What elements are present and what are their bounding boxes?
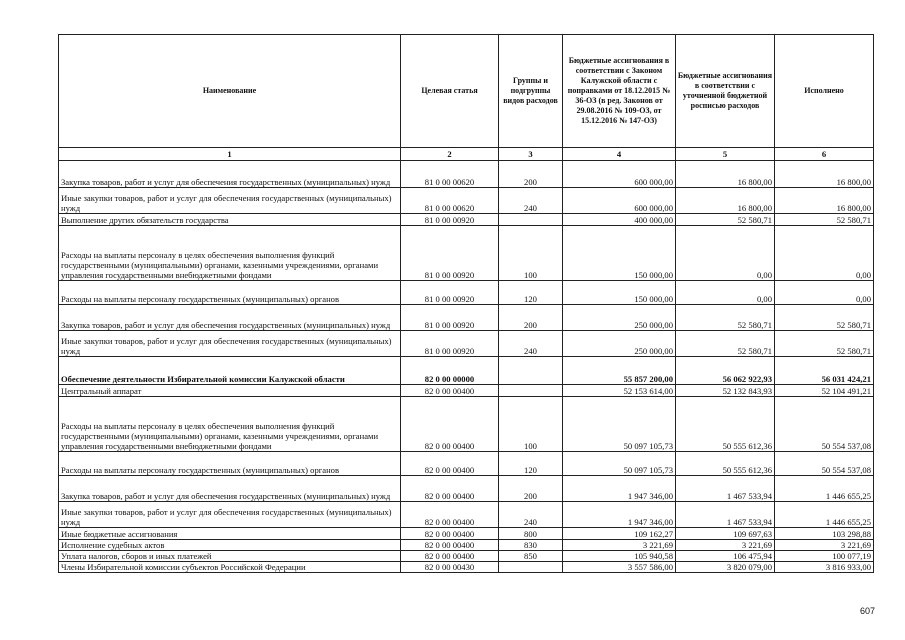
row-expense-group: 240 xyxy=(499,502,563,528)
row-target-code: 81 0 00 00620 xyxy=(401,161,499,188)
row-target-code: 82 0 00 00400 xyxy=(401,540,499,551)
table-row xyxy=(59,551,874,562)
row-target-code: 82 0 00 00400 xyxy=(401,502,499,528)
row-target-code: 82 0 00 00430 xyxy=(401,562,499,573)
row-expense-group: 100 xyxy=(499,226,563,281)
row-target-code: 81 0 00 00920 xyxy=(401,281,499,305)
row-executed-amount: 16 800,00 xyxy=(775,188,874,214)
table-row xyxy=(59,502,874,528)
row-law-amount: 400 000,00 xyxy=(563,214,676,226)
row-executed-amount: 52 580,71 xyxy=(775,331,874,357)
table-body xyxy=(59,161,874,573)
row-executed-amount: 1 446 655,25 xyxy=(775,502,874,528)
table-row xyxy=(59,331,874,357)
header-executed: Исполнено xyxy=(775,35,874,148)
row-executed-amount: 52 580,71 xyxy=(775,214,874,226)
row-executed-amount: 50 554 537,08 xyxy=(775,452,874,476)
row-refined-amount: 50 555 612,36 xyxy=(676,397,775,452)
row-expense-group xyxy=(499,214,563,226)
row-executed-amount: 100 077,19 xyxy=(775,551,874,562)
header-refined: Бюджетные ассигнования в соответствии с уточненной бюджетной росписью расходов xyxy=(676,35,775,148)
row-target-code: 82 0 00 00400 xyxy=(401,452,499,476)
row-refined-amount: 106 475,94 xyxy=(676,551,775,562)
row-name: Закупка товаров, работ и услуг для обеспечения государственных (муниципальных) нужд xyxy=(59,161,401,188)
row-target-code: 82 0 00 00400 xyxy=(401,528,499,540)
row-law-amount: 50 097 105,73 xyxy=(563,397,676,452)
table-row xyxy=(59,452,874,476)
header-name: Наименование xyxy=(59,35,401,148)
row-law-amount: 50 097 105,73 xyxy=(563,452,676,476)
row-law-amount: 150 000,00 xyxy=(563,281,676,305)
row-law-amount: 52 153 614,00 xyxy=(563,385,676,397)
row-law-amount: 55 857 200,00 xyxy=(563,357,676,385)
row-name: Расходы на выплаты персоналу государственных (муниципальных) органов xyxy=(59,452,401,476)
row-law-amount: 600 000,00 xyxy=(563,188,676,214)
row-name: Закупка товаров, работ и услуг для обеспечения государственных (муниципальных) нужд xyxy=(59,476,401,502)
row-target-code: 82 0 00 00400 xyxy=(401,476,499,502)
row-name: Расходы на выплаты персоналу в целях обеспечения выполнения функций государственными (муниципальными) органами, казенными учреждениями, органами управления государственными внебюджетными фондами xyxy=(59,226,401,281)
budget-table-container xyxy=(58,34,874,573)
row-refined-amount: 52 580,71 xyxy=(676,331,775,357)
row-executed-amount: 0,00 xyxy=(775,281,874,305)
column-number-row xyxy=(59,148,874,161)
table-row xyxy=(59,281,874,305)
row-refined-amount: 1 467 533,94 xyxy=(676,476,775,502)
table-row xyxy=(59,357,874,385)
row-expense-group: 200 xyxy=(499,161,563,188)
row-name: Расходы на выплаты персоналу государственных (муниципальных) органов xyxy=(59,281,401,305)
row-refined-amount: 56 062 922,93 xyxy=(676,357,775,385)
row-expense-group: 800 xyxy=(499,528,563,540)
table-row xyxy=(59,226,874,281)
row-name: Иные закупки товаров, работ и услуг для обеспечения государственных (муниципальных) нужд xyxy=(59,502,401,528)
row-executed-amount: 56 031 424,21 xyxy=(775,357,874,385)
row-name: Центральный аппарат xyxy=(59,385,401,397)
row-executed-amount: 0,00 xyxy=(775,226,874,281)
row-refined-amount: 50 555 612,36 xyxy=(676,452,775,476)
table-row xyxy=(59,528,874,540)
table-row xyxy=(59,476,874,502)
row-name: Исполнение судебных актов xyxy=(59,540,401,551)
row-executed-amount: 3 221,69 xyxy=(775,540,874,551)
row-law-amount: 250 000,00 xyxy=(563,331,676,357)
row-target-code: 82 0 00 00400 xyxy=(401,551,499,562)
row-expense-group: 120 xyxy=(499,281,563,305)
row-law-amount: 150 000,00 xyxy=(563,226,676,281)
row-law-amount: 250 000,00 xyxy=(563,305,676,331)
row-expense-group: 120 xyxy=(499,452,563,476)
table-row xyxy=(59,397,874,452)
row-expense-group xyxy=(499,562,563,573)
row-executed-amount: 50 554 537,08 xyxy=(775,397,874,452)
row-refined-amount: 0,00 xyxy=(676,281,775,305)
row-expense-group: 830 xyxy=(499,540,563,551)
page-number: 607 xyxy=(860,606,876,616)
row-executed-amount: 103 298,88 xyxy=(775,528,874,540)
table-row xyxy=(59,188,874,214)
row-target-code: 81 0 00 00920 xyxy=(401,226,499,281)
row-refined-amount: 16 800,00 xyxy=(676,188,775,214)
col-number: 3 xyxy=(499,148,563,161)
row-refined-amount: 3 820 079,00 xyxy=(676,562,775,573)
row-law-amount: 600 000,00 xyxy=(563,161,676,188)
row-target-code: 82 0 00 00400 xyxy=(401,397,499,452)
row-refined-amount: 52 580,71 xyxy=(676,305,775,331)
row-expense-group: 200 xyxy=(499,305,563,331)
row-name: Члены Избирательной комиссии субъектов Российской Федерации xyxy=(59,562,401,573)
budget-table xyxy=(58,34,874,573)
row-law-amount: 3 557 586,00 xyxy=(563,562,676,573)
table-row xyxy=(59,562,874,573)
row-name: Выполнение других обязательств государства xyxy=(59,214,401,226)
row-name: Иные закупки товаров, работ и услуг для обеспечения государственных (муниципальных) нужд xyxy=(59,331,401,357)
row-expense-group xyxy=(499,357,563,385)
row-law-amount: 1 947 346,00 xyxy=(563,502,676,528)
row-executed-amount: 16 800,00 xyxy=(775,161,874,188)
table-row xyxy=(59,385,874,397)
row-target-code: 81 0 00 00920 xyxy=(401,331,499,357)
row-name: Расходы на выплаты персоналу в целях обеспечения выполнения функций государственными (муниципальными) органами, казенными учреждениями, органами управления государственными внебюджетными фондами xyxy=(59,397,401,452)
row-law-amount: 105 940,58 xyxy=(563,551,676,562)
row-name: Закупка товаров, работ и услуг для обеспечения государственных (муниципальных) нужд xyxy=(59,305,401,331)
row-executed-amount: 52 580,71 xyxy=(775,305,874,331)
row-target-code: 81 0 00 00920 xyxy=(401,214,499,226)
row-expense-group: 100 xyxy=(499,397,563,452)
row-target-code: 81 0 00 00620 xyxy=(401,188,499,214)
header-law: Бюджетные ассигнования в соответствии с Законом Калужской области с поправками от 18.12.2015 № 36-ОЗ (в ред. Законов от 29.08.2016 № 109-ОЗ, от 15.12.2016 № 147-ОЗ) xyxy=(563,35,676,148)
table-row xyxy=(59,540,874,551)
header-row xyxy=(59,35,874,148)
row-expense-group: 200 xyxy=(499,476,563,502)
col-number: 1 xyxy=(59,148,401,161)
table-row xyxy=(59,214,874,226)
row-target-code: 82 0 00 00400 xyxy=(401,385,499,397)
row-expense-group xyxy=(499,385,563,397)
row-refined-amount: 52 132 843,93 xyxy=(676,385,775,397)
col-number: 5 xyxy=(676,148,775,161)
col-number: 4 xyxy=(563,148,676,161)
row-name: Иные бюджетные ассигнования xyxy=(59,528,401,540)
row-law-amount: 3 221,69 xyxy=(563,540,676,551)
row-refined-amount: 1 467 533,94 xyxy=(676,502,775,528)
row-expense-group: 850 xyxy=(499,551,563,562)
row-executed-amount: 1 446 655,25 xyxy=(775,476,874,502)
row-expense-group: 240 xyxy=(499,331,563,357)
row-refined-amount: 0,00 xyxy=(676,226,775,281)
row-target-code: 81 0 00 00920 xyxy=(401,305,499,331)
row-name: Иные закупки товаров, работ и услуг для обеспечения государственных (муниципальных) нужд xyxy=(59,188,401,214)
table-row xyxy=(59,161,874,188)
row-name: Уплата налогов, сборов и иных платежей xyxy=(59,551,401,562)
row-refined-amount: 109 697,63 xyxy=(676,528,775,540)
row-executed-amount: 52 104 491,21 xyxy=(775,385,874,397)
row-target-code: 82 0 00 00000 xyxy=(401,357,499,385)
col-number: 2 xyxy=(401,148,499,161)
row-name: Обеспечение деятельности Избирательной комиссии Калужской области xyxy=(59,357,401,385)
row-executed-amount: 3 816 933,00 xyxy=(775,562,874,573)
row-law-amount: 1 947 346,00 xyxy=(563,476,676,502)
header-groups: Группы и подгруппы видов расходов xyxy=(499,35,563,148)
col-number: 6 xyxy=(775,148,874,161)
row-refined-amount: 16 800,00 xyxy=(676,161,775,188)
row-law-amount: 109 162,27 xyxy=(563,528,676,540)
row-refined-amount: 3 221,69 xyxy=(676,540,775,551)
table-row xyxy=(59,305,874,331)
row-expense-group: 240 xyxy=(499,188,563,214)
header-target: Целевая статья xyxy=(401,35,499,148)
row-refined-amount: 52 580,71 xyxy=(676,214,775,226)
